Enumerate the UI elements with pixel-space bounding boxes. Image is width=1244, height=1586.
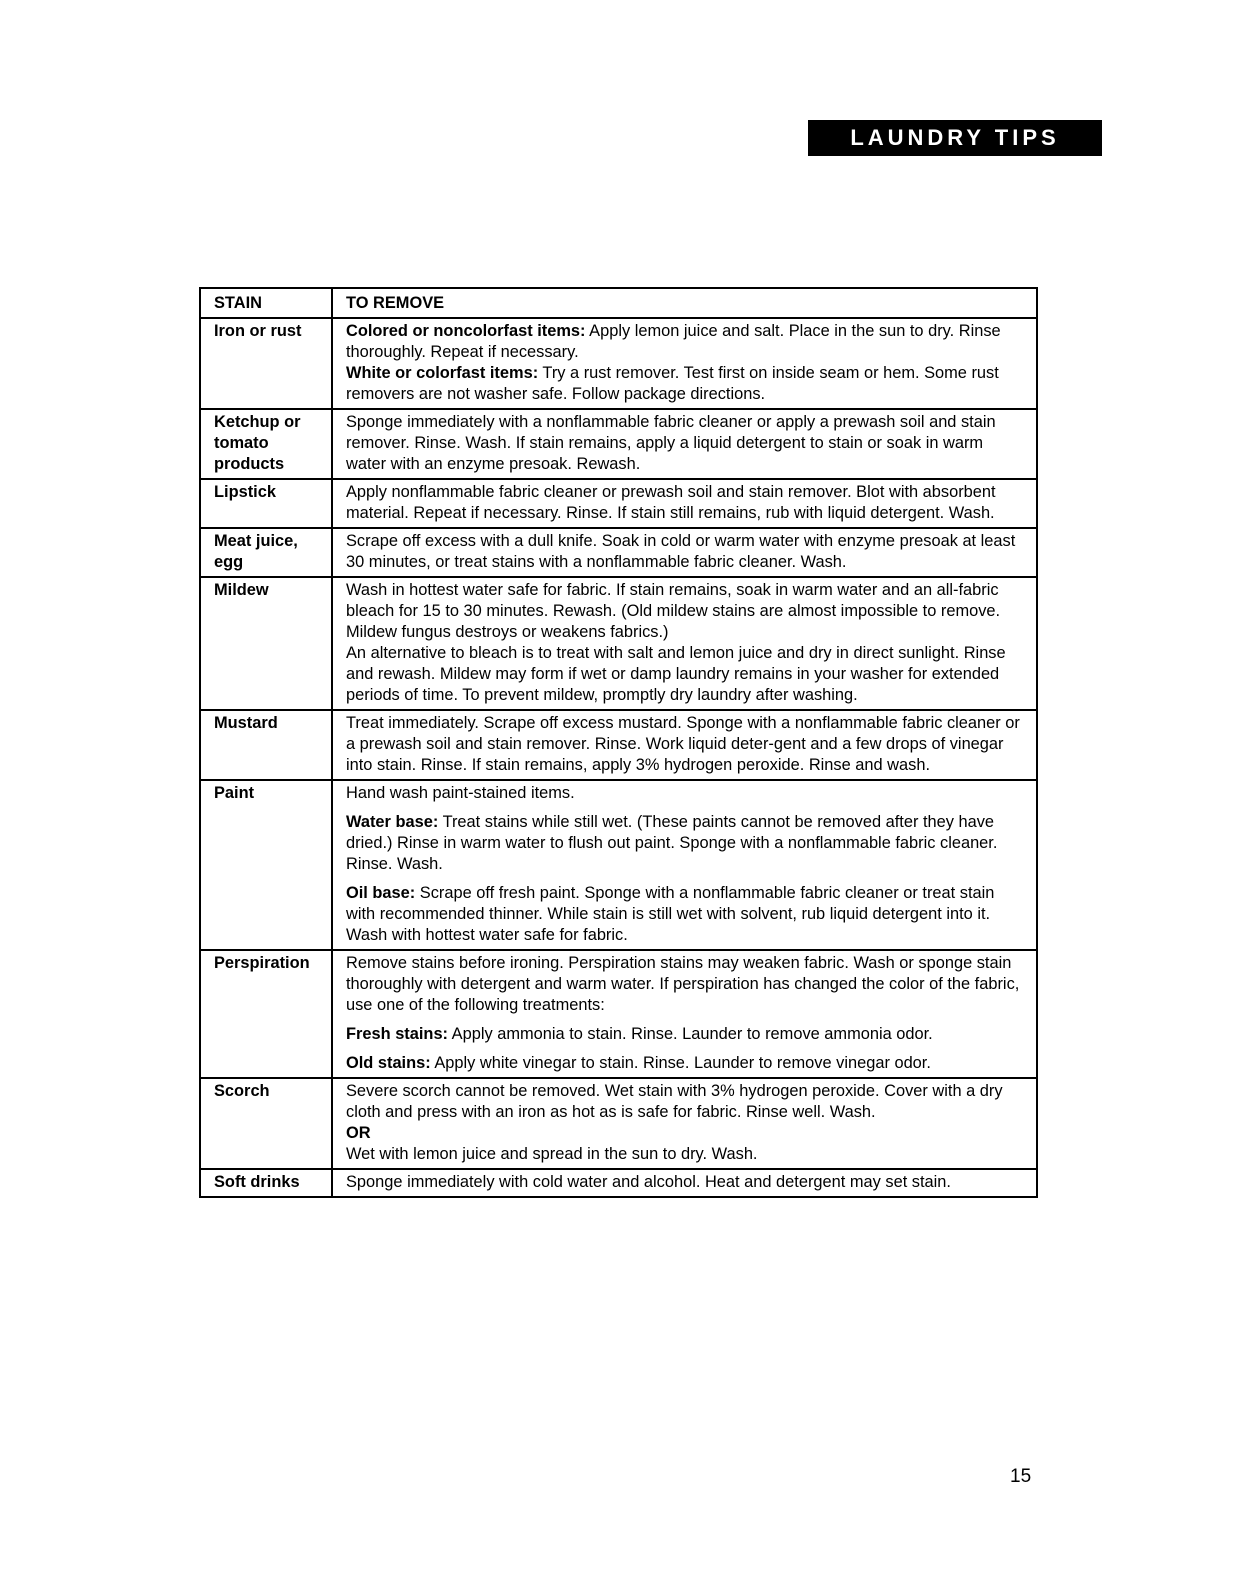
instruction-text: Treat stains while still wet. (These paints cannot be removed after they have dried.) Rinse in warm water to flush out paint. Sponge with a nonflammable fabric cleaner. Rinse. Wash.: [346, 813, 998, 873]
stain-name: Mildew: [200, 577, 332, 710]
table-row: [200, 1169, 1037, 1197]
instruction-paragraph: [346, 1172, 1026, 1193]
table-row: [200, 710, 1037, 780]
stain-removal-table: [199, 287, 1038, 1198]
instruction-text: An alternative to bleach is to treat with salt and lemon juice and dry in direct sunlight. Rinse and rewash. Mildew may form if wet or damp laundry remains in your washer for extended periods of time. To prevent mildew, promptly dry laundry after washing.: [346, 644, 1006, 704]
stain-name: Meat juice, egg: [200, 528, 332, 577]
page-number: 15: [1010, 1466, 1032, 1487]
instruction-text: Apply nonflammable fabric cleaner or prewash soil and stain remover. Blot with absorbent material. Repeat if necessary. Rinse. If stain still remains, rub with liquid detergent. Wash.: [346, 483, 996, 522]
removal-instructions: [332, 577, 1037, 710]
instruction-text: Wet with lemon juice and spread in the sun to dry. Wash.: [346, 1145, 758, 1163]
instruction-text: Treat immediately. Scrape off excess mustard. Sponge with a nonflammable fabric cleaner or a prewash soil and stain remover. Rinse. Work liquid deter-gent and a few drops of vinegar into stain. Rinse. If stain remains, apply 3% hydrogen peroxide. Rinse and wash.: [346, 714, 1020, 774]
removal-instructions: [332, 780, 1037, 950]
instruction-lead: Oil base:: [346, 884, 416, 902]
table-row: [200, 1078, 1037, 1169]
instruction-paragraph: [346, 531, 1026, 573]
instruction-lead: OR: [346, 1124, 371, 1142]
table-row: [200, 780, 1037, 950]
instruction-paragraph: [346, 953, 1026, 1016]
instruction-paragraph: [346, 363, 1026, 405]
column-header-to-remove: TO REMOVE: [332, 288, 1037, 318]
instruction-paragraph: [346, 883, 1026, 946]
instruction-paragraph: [346, 412, 1026, 475]
stain-name: Scorch: [200, 1078, 332, 1169]
column-header-stain: STAIN: [200, 288, 332, 318]
table-header-row: [200, 288, 1037, 318]
instruction-paragraph: [346, 783, 1026, 804]
instruction-paragraph: [346, 321, 1026, 363]
stain-name: Perspiration: [200, 950, 332, 1078]
instruction-paragraph: [346, 812, 1026, 875]
instruction-lead: Water base:: [346, 813, 439, 831]
instruction-text: Remove stains before ironing. Perspiration stains may weaken fabric. Wash or sponge stain thoroughly with detergent and warm water. If perspiration has changed the color of the fabric, use one of the following treatments:: [346, 954, 1020, 1014]
removal-instructions: [332, 710, 1037, 780]
instruction-paragraph: [346, 1024, 1026, 1045]
instruction-lead: Old stains:: [346, 1054, 431, 1072]
table-row: [200, 950, 1037, 1078]
instruction-text: Sponge immediately with cold water and alcohol. Heat and detergent may set stain.: [346, 1173, 951, 1191]
removal-instructions: [332, 479, 1037, 528]
instruction-text: Severe scorch cannot be removed. Wet stain with 3% hydrogen peroxide. Cover with a dry cloth and press with an iron as hot as is safe for fabric. Rinse well. Wash.: [346, 1082, 1003, 1121]
table-row: [200, 528, 1037, 577]
stain-name: Paint: [200, 780, 332, 950]
instruction-text: Apply white vinegar to stain. Rinse. Launder to remove vinegar odor.: [430, 1054, 931, 1072]
table-row: [200, 409, 1037, 479]
instruction-paragraph: [346, 1053, 1026, 1074]
instruction-lead: Fresh stains:: [346, 1025, 449, 1043]
instruction-paragraph: [346, 1081, 1026, 1123]
instruction-text: Apply ammonia to stain. Rinse. Launder to remove ammonia odor.: [448, 1025, 933, 1043]
instruction-text: Sponge immediately with a nonflammable fabric cleaner or apply a prewash soil and stain remover. Rinse. Wash. If stain remains, apply a liquid detergent to stain or soak in warm water with an enzyme presoak. Rewash.: [346, 413, 996, 473]
instruction-paragraph: [346, 580, 1026, 643]
table-row: [200, 577, 1037, 710]
instruction-paragraph: [346, 1144, 1026, 1165]
table-row: [200, 318, 1037, 409]
stain-name: Soft drinks: [200, 1169, 332, 1197]
instruction-lead: Colored or noncolorfast items:: [346, 322, 586, 340]
instruction-text: Apply lemon juice and salt. Place in the sun to dry. Rinse thoroughly. Repeat if necessary.: [346, 322, 1001, 361]
instruction-paragraph: [346, 643, 1026, 706]
instruction-text: Try a rust remover. Test first on inside seam or hem. Some rust removers are not washer safe. Follow package directions.: [346, 364, 999, 403]
removal-instructions: [332, 409, 1037, 479]
stain-name: Iron or rust: [200, 318, 332, 409]
removal-instructions: [332, 1169, 1037, 1197]
section-title-banner: LAUNDRY TIPS: [808, 120, 1102, 156]
table-row: [200, 479, 1037, 528]
instruction-text: Wash in hottest water safe for fabric. If stain remains, soak in warm water and an all-fabric bleach for 15 to 30 minutes. Rewash. (Old mildew stains are almost impossible to remove. Mildew fungus destroys or weakens fabrics.): [346, 581, 1001, 641]
instruction-paragraph: [346, 482, 1026, 524]
removal-instructions: [332, 1078, 1037, 1169]
stain-name: Lipstick: [200, 479, 332, 528]
instruction-lead: White or colorfast items:: [346, 364, 539, 382]
instruction-text: Scrape off excess with a dull knife. Soak in cold or warm water with enzyme presoak at least 30 minutes, or treat stains with a nonflammable fabric cleaner. Wash.: [346, 532, 1016, 571]
instruction-text: Hand wash paint-stained items.: [346, 784, 575, 802]
stain-name: Mustard: [200, 710, 332, 780]
stain-name: Ketchup or tomato products: [200, 409, 332, 479]
removal-instructions: [332, 950, 1037, 1078]
instruction-paragraph: [346, 1123, 1026, 1144]
instruction-paragraph: [346, 713, 1026, 776]
removal-instructions: [332, 528, 1037, 577]
table-body: [200, 318, 1037, 1197]
removal-instructions: [332, 318, 1037, 409]
instruction-text: Scrape off fresh paint. Sponge with a nonflammable fabric cleaner or treat stain with recommended thinner. While stain is still wet with solvent, rub liquid detergent into it. Wash with hottest water safe for fabric.: [346, 884, 995, 944]
